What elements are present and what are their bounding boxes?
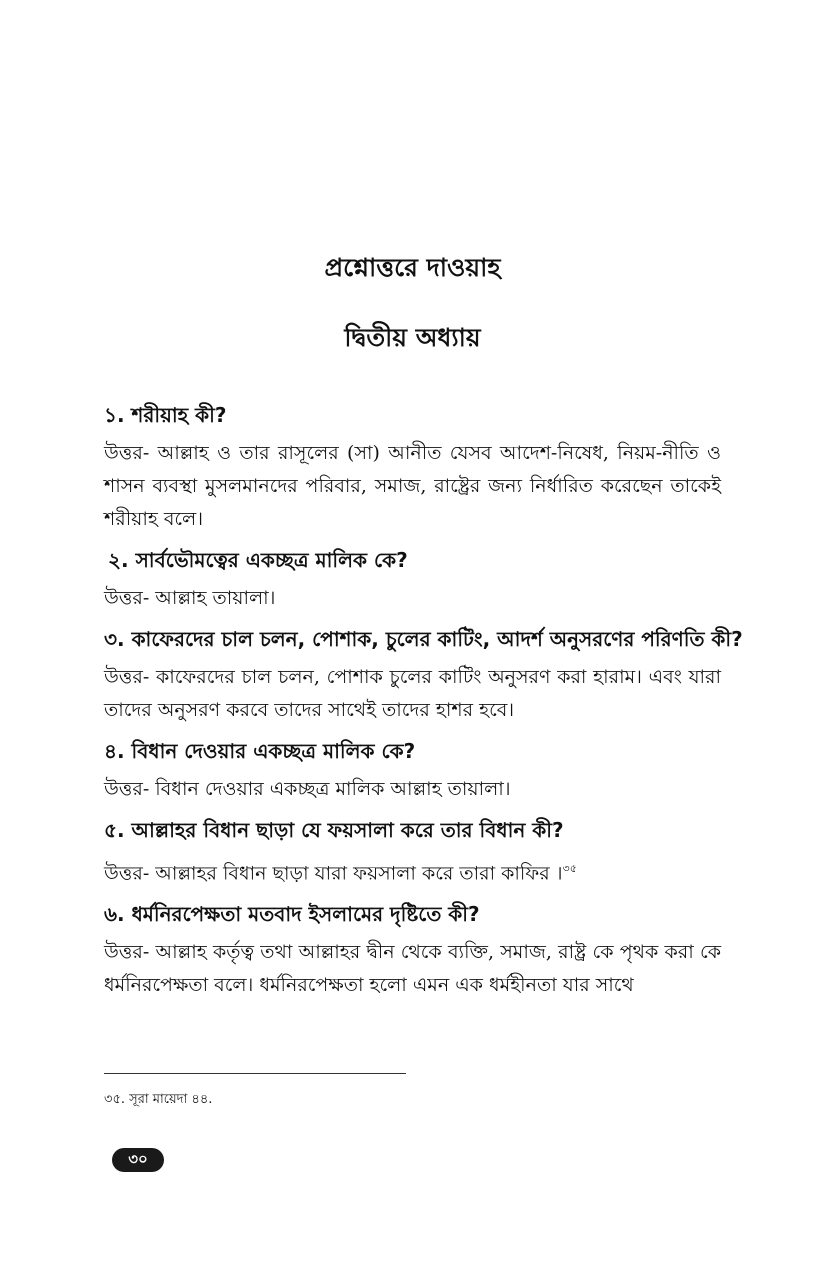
question-3: ৩. কাফেরদের চাল চলন, পোশাক, চুলের কাটিং, আদর্শ অনুসরণের পরিণতি কী? [104, 627, 743, 651]
answer-2: উত্তর- আল্লাহ তায়ালা। [104, 587, 276, 609]
answer-1: উত্তর- আল্লাহ ও তার রাসূলের (সা) আনীত যেসব আদেশ-নিষেধ, নিয়ম-নীতি ও শাসন ব্যবস্থা মুসলমানদের পরিবার, সমাজ, রাষ্ট্রের জন্য নির্ধারিত করেছেন তাকেই শরীয়াহ বলে। [104, 442, 721, 530]
footnote-divider [104, 1073, 406, 1074]
question-1: ১. শরীয়াহ কী? [104, 403, 227, 427]
answer-4: উত্তর- বিধান দেওয়ার একচ্ছত্র মালিক আল্লাহ তায়ালা। [104, 778, 511, 800]
page-number-badge [112, 1148, 164, 1172]
answer-5 [104, 852, 721, 890]
answer-5-text: উত্তর- আল্লাহর বিধান ছাড়া যারা ফয়সালা করে তারা কাফির । [104, 862, 563, 885]
question-2: ২. সার্বভৌমত্বের একচ্ছত্র মালিক কে? [108, 548, 408, 572]
question-6: ৬. ধর্মনিরপেক্ষতা মতবাদ ইসলামের দৃষ্টিতে কী? [104, 902, 480, 927]
answer-3: উত্তর- কাফেরদের চাল চলন, পোশাক চুলের কাটিং অনুসরণ করা হারাম। এবং যারা তাদের অনুসরণ করবে তাদের সাথেই তাদের হাশর হবে। [104, 666, 721, 721]
footnote: ৩৫. সূরা মায়েদা ৪৪. [104, 1092, 213, 1107]
chapter-title: দ্বিতীয় অধ্যায় [344, 323, 481, 352]
page-number: ৩০ [128, 1149, 148, 1168]
footnote-reference[interactable]: ৩৫ [562, 862, 577, 875]
answer-6: উত্তর- আল্লাহ কর্তৃত্ব তথা আল্লাহর দ্বীন থেকে ব্যক্তি, সমাজ, রাষ্ট্র কে পৃথক করা কে ধর্মনিরপেক্ষতা বলে। ধর্মনিরপেক্ষতা হলো এমন এক ধর্মহীনতা যার সাথে [104, 941, 721, 997]
question-5: ৫. আল্লাহর বিধান ছাড়া যে ফয়সালা করে তার বিধান কী? [104, 818, 564, 842]
qa-section [104, 400, 743, 1011]
book-title: প্রশ্নোত্তরে দাওয়াহ [324, 253, 501, 282]
question-4: ৪. বিধান দেওয়ার একচ্ছত্র মালিক কে? [104, 739, 416, 763]
